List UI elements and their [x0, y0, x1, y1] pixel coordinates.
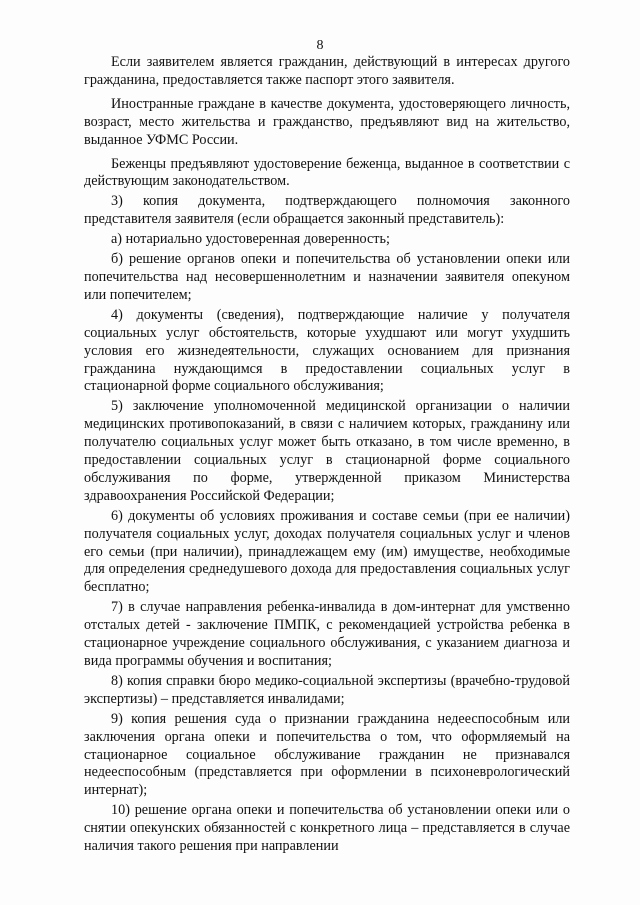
paragraph: 10) решение органа опеки и попечительства об установлении опеки или о снятии опекунских обязанностей с конкретного лица – представляется в случае наличия такого решения при направлении: [84, 802, 570, 855]
paragraph: Если заявителем является гражданин, действующий в интересах другого гражданина, предоставляется также паспорт этого заявителя.: [84, 54, 570, 88]
paragraph: 6) документы об условиях проживания и составе семьи (при ее наличии) получателя социальных услуг, доходах получателя социальных услуг и членов его семьи (при наличии), принадлежащем ему (им) имуществе, необходимые для определения среднедушевого дохода для предоставления социальных услуг бесплатно;: [84, 507, 570, 596]
paragraph: 8) копия справки бюро медико-социальной экспертизы (врачебно-трудовой экспертизы) – представляется инвалидами;: [84, 672, 570, 707]
paragraph: б) решение органов опеки и попечительства об установлении опеки или попечительства над несовершеннолетним и назначении заявителя опекуном или попечителем;: [84, 251, 570, 303]
paragraph: а) нотариально удостоверенная доверенность;: [111, 231, 390, 248]
paragraph: 3) копия документа, подтверждающего полномочия законного представителя заявителя (если обращается законный представитель):: [84, 193, 570, 228]
paragraph: 9) копия решения суда о признании гражданина недееспособным или заключения органа опеки и попечительства о том, что оформляемый на стационарное социальное обслуживание гражданин не признавался недееспособным (представляется при оформлении в психоневрологический интернат);: [84, 710, 570, 799]
paragraph: 5) заключение уполномоченной медицинской организации о наличии медицинских противопоказаний, в связи с наличием которых, гражданину или получателю социальных услуг может быть отказано, в том числе временно, в предоставлении социальных услуг в стационарной форме социального обслуживания по форме, утвержденной приказом Министерства здравоохранения Российской Федерации;: [84, 398, 570, 504]
paragraph: 4) документы (сведения), подтверждающие наличие у получателя социальных услуг обстоятельств, которые ухудшают или могут ухудшить условия его жизнедеятельности, служащих основанием для признания гражданина нуждающимся в предоставлении социальных услуг в стационарной форме социального обслуживания;: [84, 306, 570, 395]
page-number: 8: [316, 38, 324, 53]
document-body: [84, 54, 570, 858]
paragraph: Иностранные граждане в качестве документа, удостоверяющего личность, возраст, место жительства и гражданство, предъявляют вид на жительство, выданное УФМС России.: [84, 95, 570, 148]
paragraph: 7) в случае направления ребенка-инвалида в дом-интернат для умственно отсталых детей - заключение ПМПК, с рекомендацией устройства ребенка в стационарное учреждение социального обслуживания, с указанием диагноза и вида программы обучения и воспитания;: [84, 599, 570, 669]
paragraph: Беженцы предъявляют удостоверение беженца, выданное в соответствии с действующим законодательством.: [84, 155, 570, 190]
